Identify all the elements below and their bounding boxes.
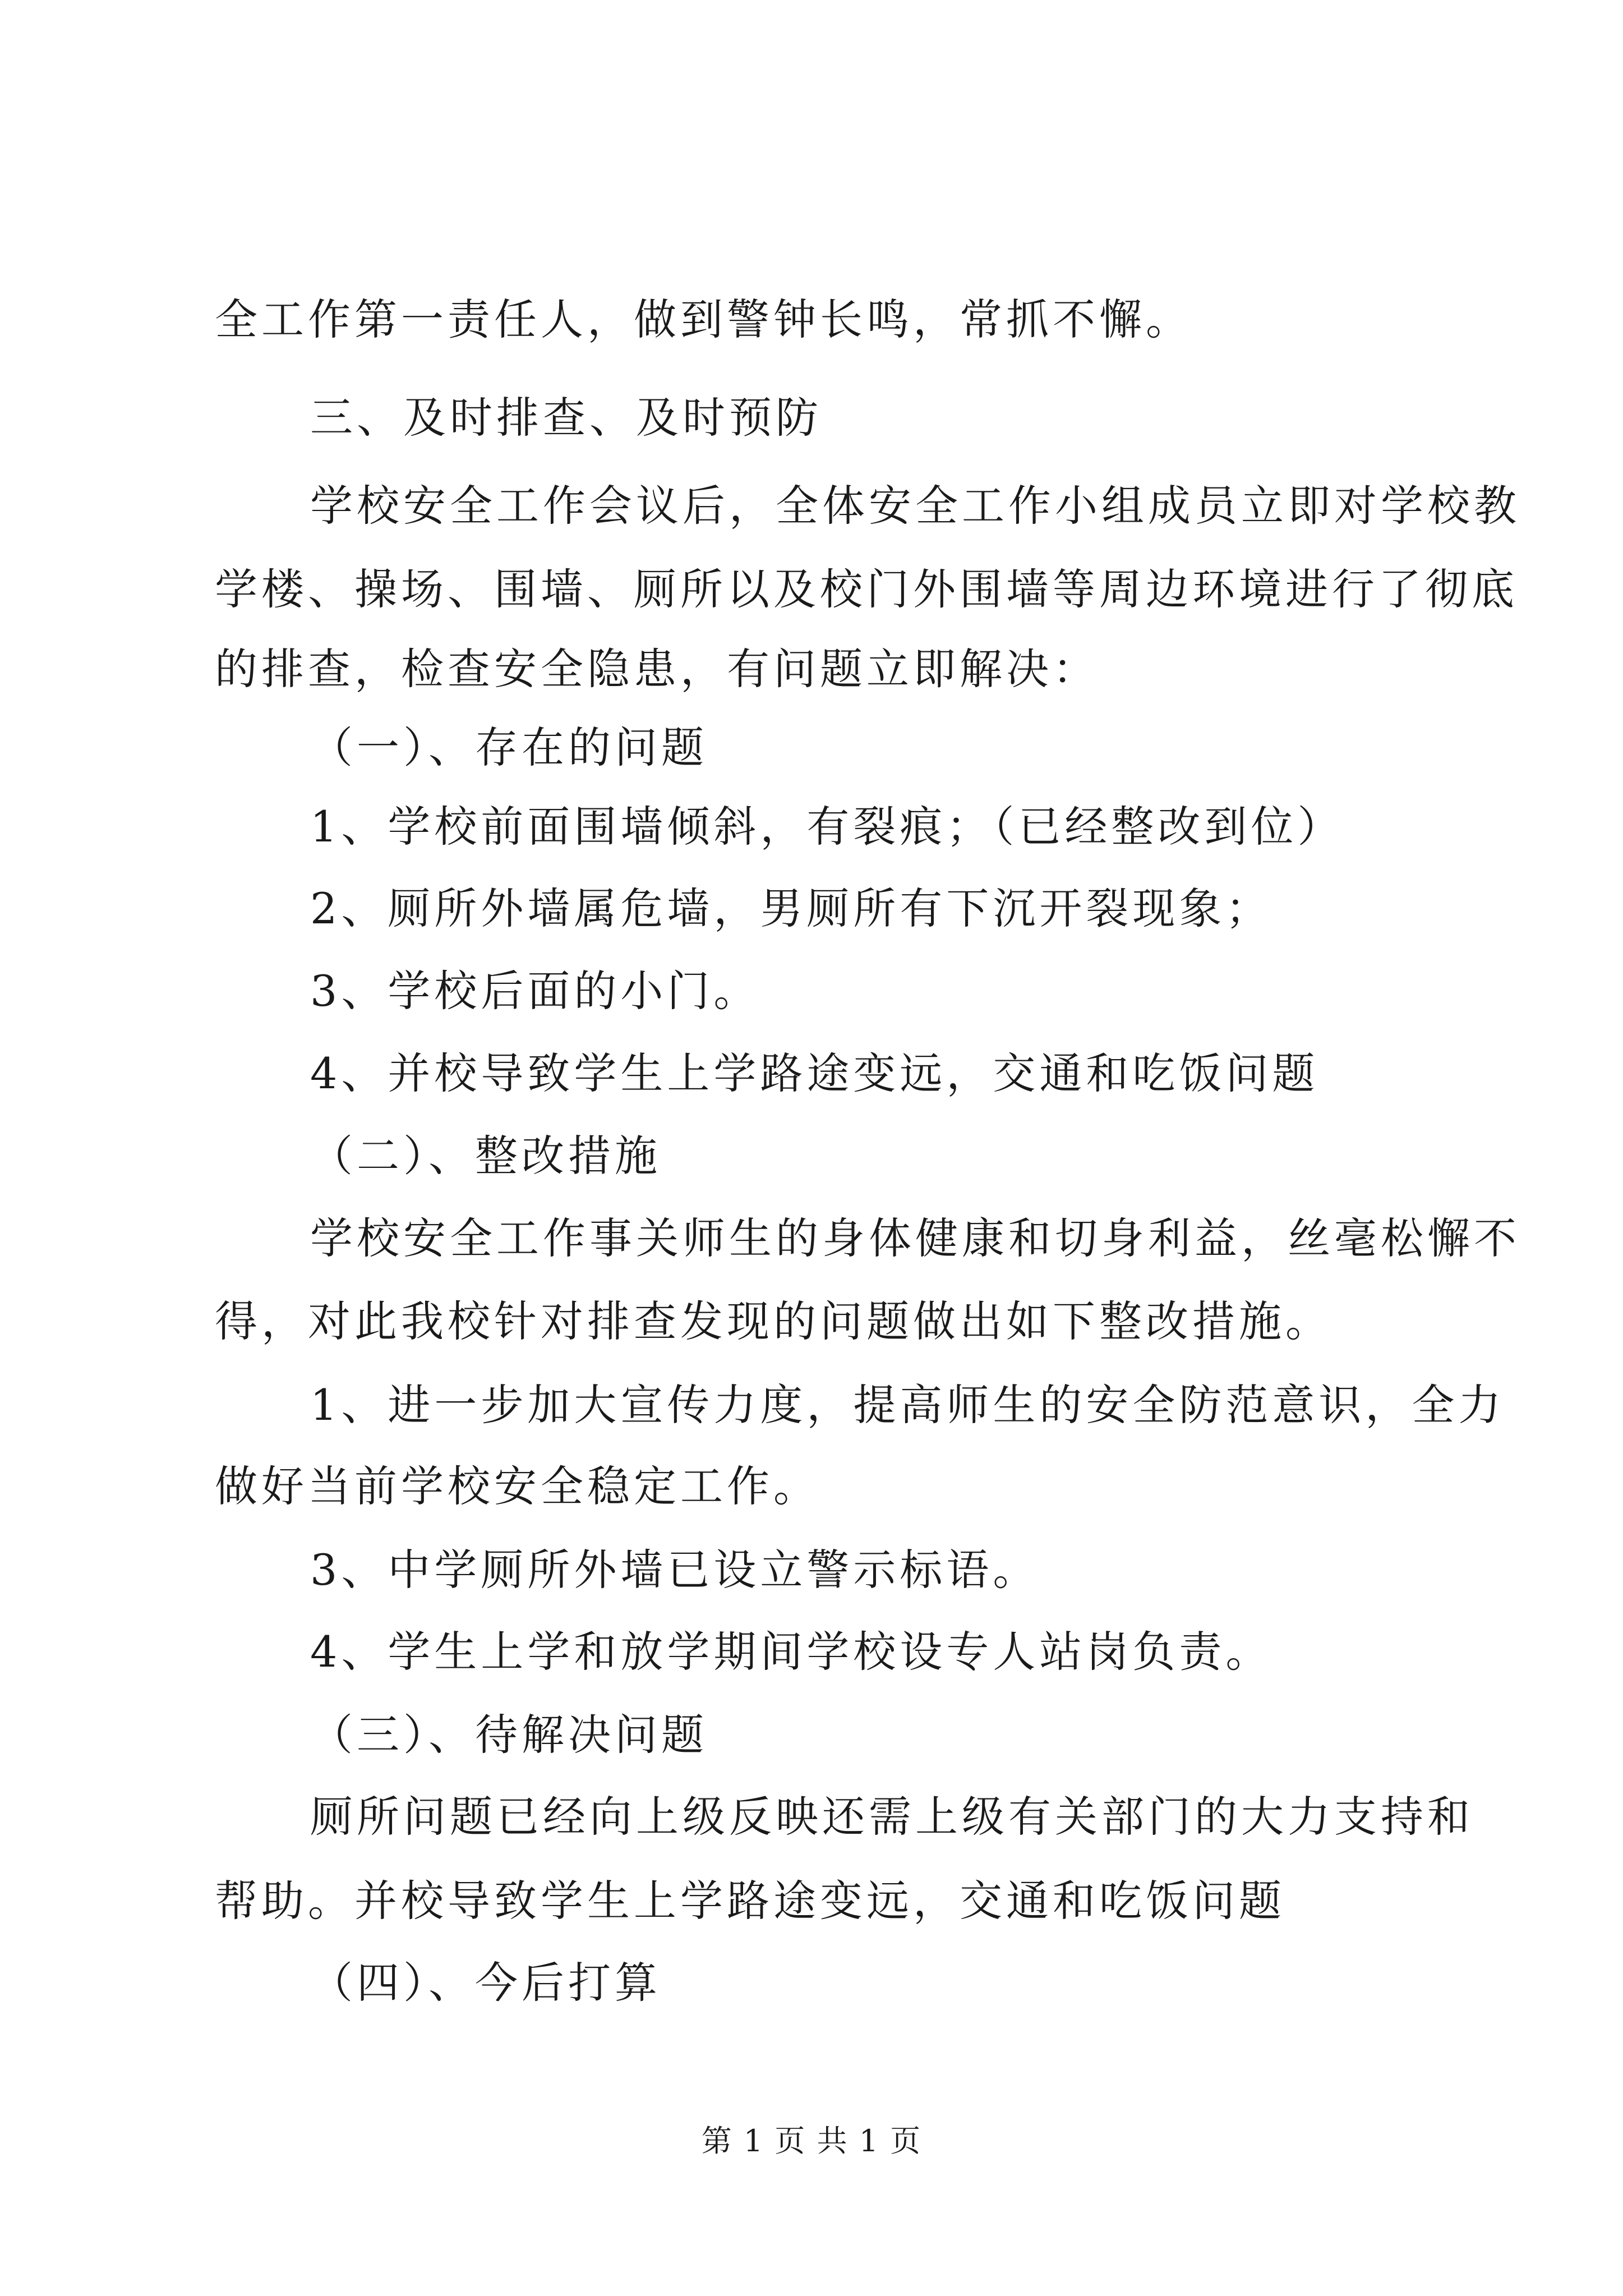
body-line: 学楼、操场、围墙、厕所以及校门外围墙等周边环境进行了彻底 xyxy=(215,564,1518,614)
list-item: 1、进一步加大宣传力度，提高师生的安全防范意识，全力 xyxy=(310,1380,1505,1430)
body-line: 学校安全工作事关师生的身体健康和切身利益，丝毫松懈不 xyxy=(310,1213,1520,1263)
body-line: 做好当前学校安全稳定工作。 xyxy=(215,1461,820,1511)
body-line: 得，对此我校针对排查发现的问题做出如下整改措施。 xyxy=(215,1296,1332,1346)
body-line: 帮助。并校导致学生上学路途变远，交通和吃饭问题 xyxy=(215,1876,1285,1926)
list-item: 3、学校后面的小门。 xyxy=(310,966,760,1016)
subsection-heading: （三）、待解决问题 xyxy=(310,1710,708,1760)
list-item: 4、并校导致学生上学路途变远，交通和吃饭问题 xyxy=(310,1048,1319,1098)
list-item: 1、学校前面围墙倾斜，有裂痕；（已经整改到位） xyxy=(310,802,1344,852)
subsection-heading: （四）、今后打算 xyxy=(310,1958,661,2008)
body-line: 全工作第一责任人，做到警钟长鸣，常抓不懈。 xyxy=(215,295,1192,344)
body-line: 的排查，检查安全隐患，有问题立即解决： xyxy=(215,644,1099,694)
subsection-heading: （一）、存在的问题 xyxy=(310,723,708,772)
list-item: 3、中学厕所外墙已设立警示标语。 xyxy=(310,1545,1040,1595)
list-item: 4、学生上学和放学期间学校设专人站岗负责。 xyxy=(310,1627,1272,1677)
body-line: 学校安全工作会议后，全体安全工作小组成员立即对学校教 xyxy=(310,481,1520,531)
subsection-heading: （二）、整改措施 xyxy=(310,1131,661,1181)
section-heading: 三、及时排查、及时预防 xyxy=(310,393,822,443)
page-number-footer: 第 1 页 共 1 页 xyxy=(701,2123,922,2159)
body-line: 厕所问题已经向上级反映还需上级有关部门的大力支持和 xyxy=(310,1792,1474,1842)
list-item: 2、厕所外墙属危墙，男厕所有下沉开裂现象； xyxy=(310,884,1272,933)
